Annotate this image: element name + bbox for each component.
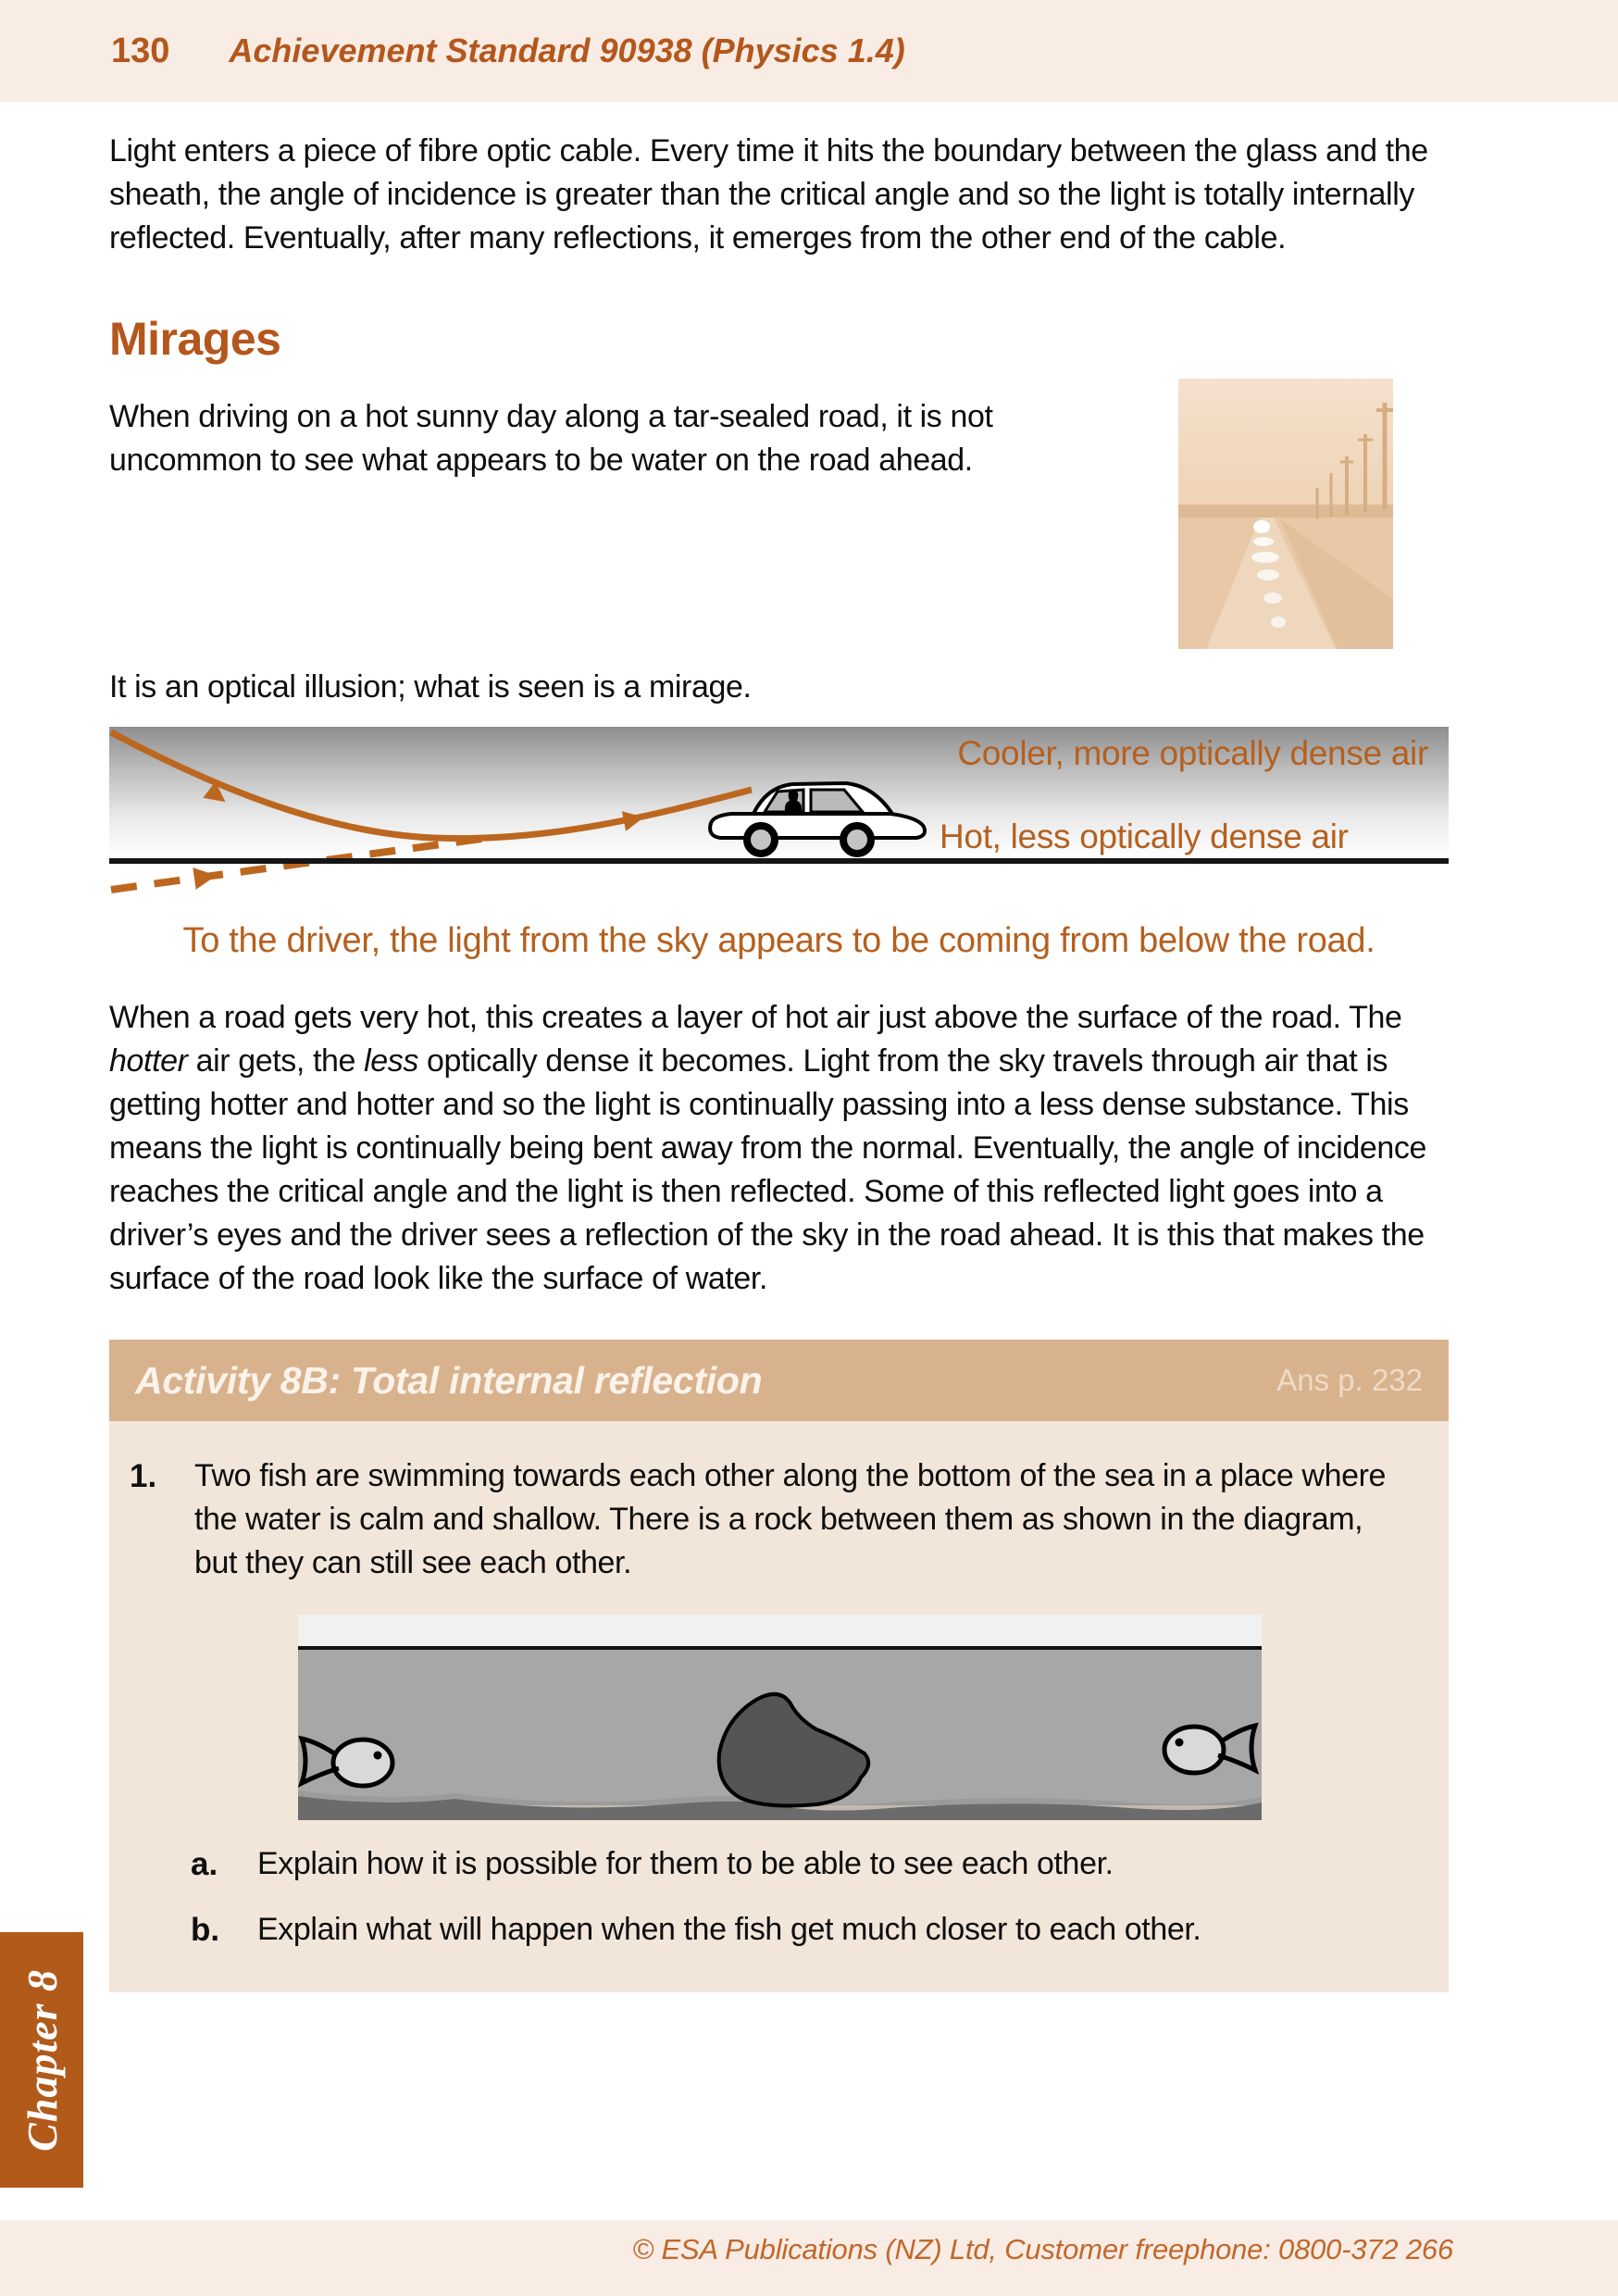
- mirage-explanation-paragraph: [109, 996, 1449, 1301]
- explanation-italic: hotter: [109, 1043, 188, 1079]
- sub-question-text: Explain how it is possible for them to be able to see each other.: [257, 1846, 1114, 1881]
- photo-shimmer: [1271, 617, 1286, 628]
- illusion-note: It is an optical illusion; what is seen is a mirage.: [109, 669, 752, 705]
- question-1: [109, 1454, 1449, 1585]
- chapter-tab: [0, 1932, 83, 2188]
- page-header: [0, 0, 1618, 102]
- label-cool-air: Cooler, more optically dense air: [957, 734, 1428, 772]
- page-footer: [0, 2220, 1618, 2296]
- car-wheel: [747, 826, 775, 854]
- question-number: 1.: [130, 1458, 157, 1494]
- road-surface-line: [109, 858, 1449, 864]
- photo-headlight-glow: [1253, 520, 1270, 533]
- question-text: Two fish are swimming towards each other along the bottom of the sea in a place where the water is calm and shallow. There is a rock between them as shown in the diagram, but they can still see each other.: [194, 1458, 1387, 1580]
- diagram-caption: To the driver, the light from the sky appears to be coming from below the road.: [182, 921, 1375, 960]
- explanation-text: When a road gets very hot, this creates a layer of hot air just above the surface of the road. The: [109, 1000, 1402, 1035]
- sub-question-label: a.: [191, 1846, 218, 1882]
- header-title: Achievement Standard 90938 (Physics 1.4): [229, 31, 905, 69]
- explanation-italic: less: [364, 1043, 418, 1079]
- page-content: [109, 102, 1449, 1992]
- air-band: [298, 1615, 1262, 1648]
- mirage-diagram: [109, 727, 1449, 908]
- explanation-text: optically dense it becomes. Light from the sky travels through air that is getting hotter and hotter and so the light is continually passing into a less dense substance. This means the light is continually being bent away from the normal. Eventually, the angle of incidence reaches the critical angle and the light is then reflected. Some of this reflected light goes into a driver’s eyes and the driver sees a reflection of the sky in the road ahead. It is this that makes the surface of the road look like the surface of water.: [109, 1043, 1427, 1296]
- water-surface-line: [298, 1646, 1262, 1650]
- fish-left: [302, 1739, 392, 1786]
- fish-right: [1164, 1726, 1255, 1773]
- page-number: 130: [111, 31, 170, 70]
- footer-copyright: © ESA Publications (NZ) Ltd, Customer freephone: 0800-372 266: [632, 2233, 1453, 2265]
- photo-shimmer: [1251, 552, 1279, 563]
- mirages-intro-section: [109, 395, 1449, 705]
- mirages-intro-paragraph: When driving on a hot sunny day along a tar-sealed road, it is not uncommon to see what appears to be water on the road ahead.: [109, 399, 993, 478]
- activity-title: Activity 8B: Total internal reflection: [135, 1358, 763, 1402]
- activity-answer-ref: Ans p. 232: [1276, 1363, 1423, 1397]
- sub-question-label: b.: [191, 1912, 220, 1948]
- fish-diagram: [298, 1615, 1262, 1820]
- photo-sky: [1178, 379, 1393, 514]
- apparent-ray-dashed: [111, 839, 481, 890]
- explanation-text: air gets, the: [187, 1043, 365, 1079]
- sub-question-b: [109, 1908, 1449, 1952]
- mirages-heading: Mirages: [109, 313, 281, 365]
- sub-question-text: Explain what will happen when the fish get much closer to each other.: [257, 1912, 1201, 1947]
- fibre-optic-paragraph: Light enters a piece of fibre optic cable. Every time it hits the boundary between the glass and the sheath, the angle of incidence is greater than the critical angle and so the light is totally internally reflected. Eventually, after many reflections, it emerges from the other end of the cable.: [109, 133, 1428, 256]
- photo-horizon: [1178, 505, 1393, 518]
- photo-shimmer: [1253, 537, 1274, 546]
- photo-shimmer: [1263, 593, 1282, 604]
- activity-box: [109, 1340, 1449, 1992]
- photo-shimmer: [1257, 569, 1279, 580]
- label-hot-air: Hot, less optically dense air: [940, 817, 1349, 855]
- sub-question-a: [109, 1842, 1449, 1886]
- light-ray-curve: [111, 732, 752, 839]
- road-mirage-photo: [1178, 379, 1393, 649]
- chapter-tab-label: Chapter 8: [18, 1968, 66, 2152]
- activity-header-bar: [109, 1340, 1449, 1421]
- car-wheel: [843, 826, 871, 854]
